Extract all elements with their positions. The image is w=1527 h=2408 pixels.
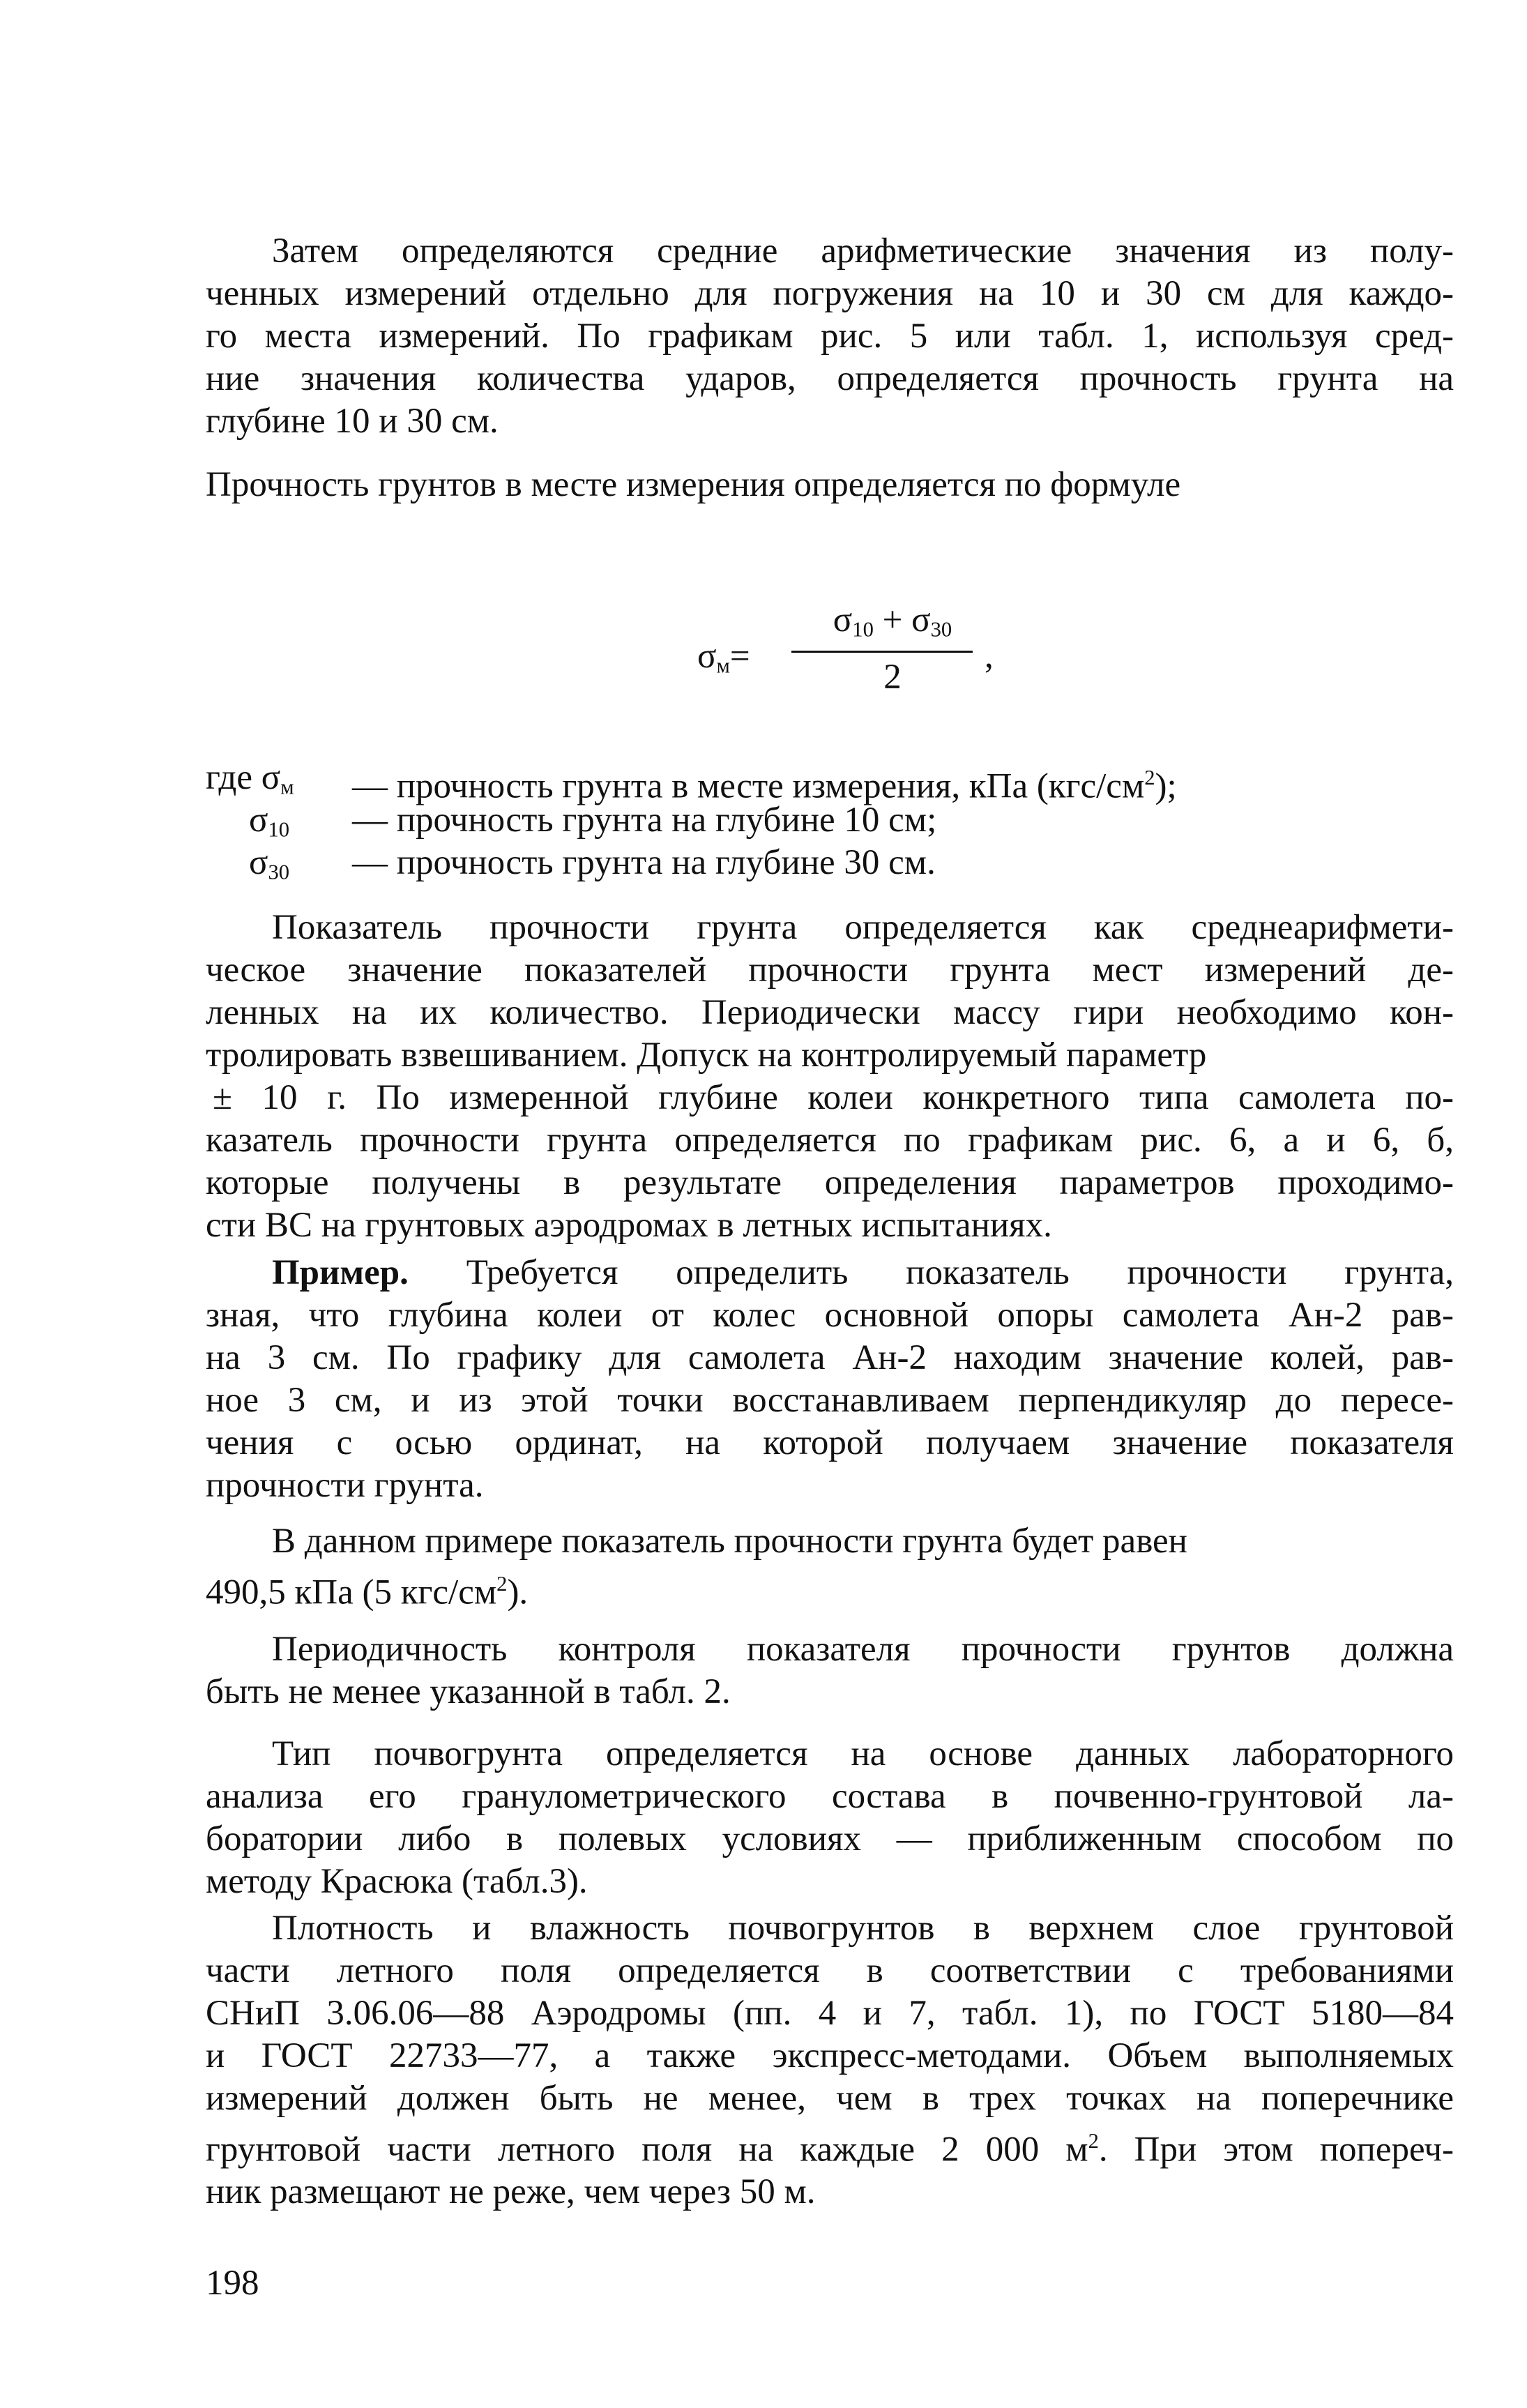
paragraph-mean-values — [206, 230, 1454, 443]
text-line: которые получены в результате определения параметров проходимо- — [206, 1163, 1454, 1202]
formula-comma: , — [985, 637, 994, 676]
paragraph-soil-type — [206, 1733, 1454, 1903]
text-line: анализа его гранулометрического состава в почвенно-грунтовой ла- — [206, 1777, 1454, 1816]
text-line: ное 3 см, и из этой точки восстанавливаем перпендикуляр до пересе- — [206, 1381, 1454, 1420]
text-line: части летного поля определяется в соответствии с требованиями — [206, 1951, 1454, 1990]
definition-text: — прочность грунта на глубине 30 см. — [352, 843, 936, 882]
definition-symbol: где $\sigma_м$ — [206, 758, 294, 799]
text-line: ческое значение показателей прочности грунта мест измерений де- — [206, 951, 1454, 990]
text-line: тролировать взвешиванием. Допуск на контролируемый параметр — [206, 1036, 1207, 1075]
text-line: СНиП 3.06.06—88 Аэродромы (пп. 4 и 7, табл. 1), по ГОСТ 5180—84 — [206, 1994, 1454, 2033]
text-line: 490,5 кПа (5 кгс/$см^2$). — [206, 1572, 529, 1612]
text-line: ченных измерений отдельно для погружения на 10 и 30 см для каждо- — [206, 274, 1454, 313]
text-line: Пример. Требуется определить показатель прочности грунта, — [272, 1253, 1454, 1292]
text-line: В данном примере показатель прочности грунта будет равен — [272, 1522, 1187, 1561]
text-line: ленных на их количество. Периодически массу гири необходимо кон- — [206, 993, 1454, 1032]
paragraph-density-moisture — [206, 1907, 1454, 2213]
text-line: на 3 см. По графику для самолета Ан-2 находим значение колей, рав- — [206, 1338, 1454, 1377]
definition-symbol: $\sigma_{10}$ — [249, 801, 290, 842]
strength-formula — [697, 600, 1018, 718]
paragraph-control-period — [206, 1628, 1454, 1713]
text-line: ник размещают не реже, чем через 50 м. — [206, 2172, 816, 2212]
paragraph-strength-index — [206, 907, 1454, 1247]
definition-text: — прочность грунта на глубине 10 см; — [352, 801, 937, 840]
text-line: Плотность и влажность почвогрунтов в верхнем слое грунтовой — [272, 1909, 1454, 1948]
text-line: го места измерений. По графикам рис. 5 или табл. 1, используя сред- — [206, 317, 1454, 356]
text-line: сти ВС на грунтовых аэродромах в летных испытаниях. — [206, 1206, 1052, 1245]
text-line: ± 10 г. По измеренной глубине колеи конкретного типа самолета по- — [213, 1078, 1454, 1117]
text-line: грунтовой части летного поля на каждые 2 000 $м^2$. При этом попереч- — [206, 2129, 1454, 2170]
text-line: Тип почвогрунта определяется на основе данных лабораторного — [272, 1734, 1454, 1773]
text-line: Периодичность контроля показателя прочности грунтов должна — [272, 1630, 1454, 1669]
text-line: Показатель прочности грунта определяется как среднеарифмети- — [272, 908, 1454, 947]
text-line: ние значения количества ударов, определяется прочность грунта на — [206, 359, 1454, 398]
formula-lhs: $\sigma_м=$ — [697, 637, 750, 678]
paragraph-example-result — [206, 1520, 1454, 1614]
definition-text: — прочность грунта в месте измерения, кПа $(кгс/см^2)$; — [352, 766, 1177, 806]
text-line: измерений должен быть не менее, чем в трех точках на поперечнике — [206, 2079, 1454, 2118]
formula-numerator: $\sigma_{10} + \sigma_{30}$ — [833, 600, 952, 642]
text-line: чения с осью ординат, на которой получаем значение показателя — [206, 1423, 1454, 1462]
paragraph-formula-intro — [206, 464, 1454, 506]
text-line: прочности грунта. — [206, 1466, 484, 1505]
fraction-bar — [791, 651, 973, 653]
formula-denominator: 2 — [883, 658, 902, 697]
paragraph-example — [206, 1252, 1454, 1507]
text-line: Затем определяются средние арифметические значения из полу- — [272, 232, 1454, 271]
example-lead: Пример. — [272, 1253, 409, 1292]
text-line: быть не менее указанной в табл. 2. — [206, 1672, 731, 1711]
text-line: казатель прочности грунта определяется по графикам рис. 6, а и 6, б, — [206, 1121, 1454, 1160]
text-line: и ГОСТ 22733—77, а также экспресс-методами. Объем выполняемых — [206, 2036, 1454, 2075]
text-line: методу Красюка (табл.3). — [206, 1862, 588, 1901]
text-line: Прочность грунтов в месте измерения определяется по формуле — [206, 465, 1181, 504]
definition-symbol: $\sigma_{30}$ — [249, 843, 290, 884]
page-number: 198 — [206, 2264, 259, 2303]
text-line: боратории либо в полевых условиях — приближенным способом по — [206, 1819, 1454, 1858]
text-line: глубине 10 и 30 см. — [206, 402, 499, 441]
text-line: зная, что глубина колеи от колес основной опоры самолета Ан-2 рав- — [206, 1296, 1454, 1335]
